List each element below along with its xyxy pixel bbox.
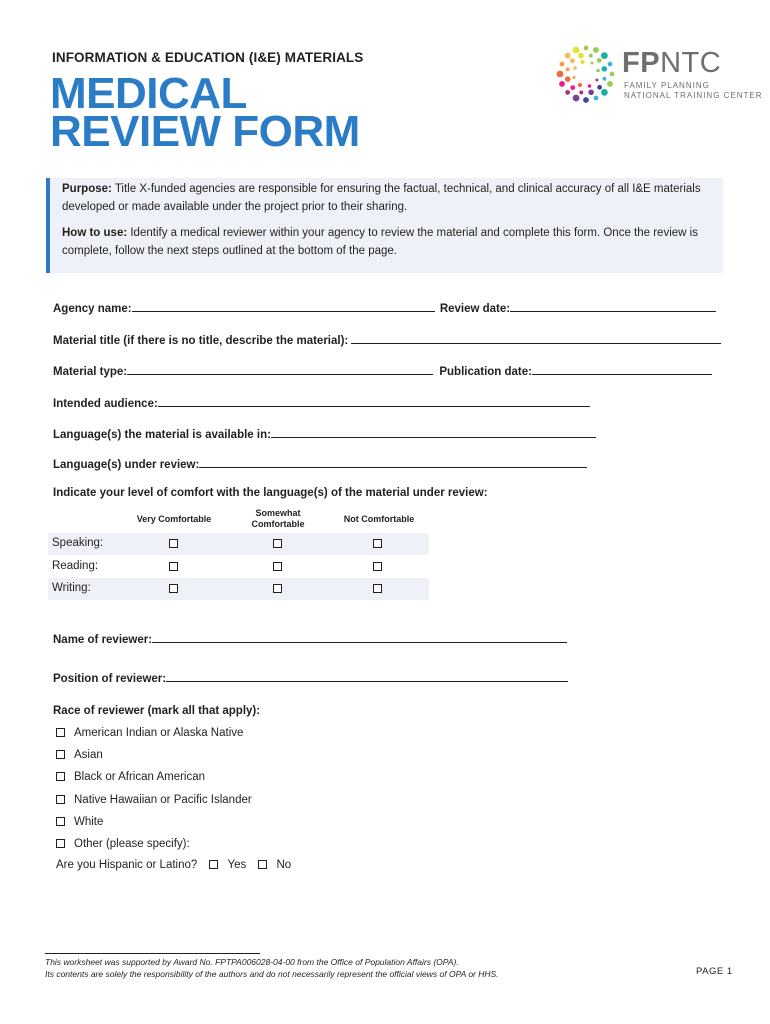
logo-dot (607, 81, 613, 87)
race-heading: Race of reviewer (mark all that apply): (53, 705, 261, 717)
logo-dot (594, 96, 599, 101)
race-checkbox[interactable] (56, 817, 65, 826)
race-option-native-hawaiian[interactable]: Native Hawaiian or Pacific Islander (56, 794, 252, 806)
intended-audience-field[interactable]: Intended audience: (53, 395, 590, 410)
instructions-box (46, 178, 723, 273)
speaking-very-checkbox[interactable] (169, 539, 178, 548)
comfort-question: Indicate your level of comfort with the language(s) of the material under review: (53, 487, 488, 499)
race-option-american-indian[interactable]: American Indian or Alaska Native (56, 727, 243, 739)
logo-dot (597, 85, 602, 90)
comfort-row-reading: Reading: (48, 556, 429, 578)
reviewer-position-field[interactable]: Position of reviewer: (53, 670, 568, 685)
speaking-not-checkbox[interactable] (373, 539, 382, 548)
logo-subtitle-line1: FAMILY PLANNING (624, 81, 710, 90)
logo-dot (610, 72, 615, 77)
material-title-field[interactable]: Material title (if there is no title, describe the material): (53, 332, 721, 347)
reviewer-name-line[interactable] (152, 631, 567, 643)
logo-dot (601, 89, 608, 96)
logo-dot (595, 79, 598, 82)
race-checkbox[interactable] (56, 728, 65, 737)
logo-dot (593, 47, 599, 53)
logo-wordmark: FPNTC (622, 47, 722, 79)
logo-dot (559, 81, 565, 87)
intended-audience-line[interactable] (158, 395, 590, 407)
comfort-row-speaking: Speaking: (48, 533, 429, 555)
race-checkbox[interactable] (56, 795, 65, 804)
logo-dot (602, 77, 606, 81)
logo-dot (578, 83, 582, 87)
logo-dot (589, 54, 593, 58)
how-to-use-paragraph: How to use: Identify a medical reviewer within your agency to review the material and complete this form. Once the review is complete, follow the next steps outlined at the bottom of the page. (62, 227, 698, 257)
logo-dot (583, 97, 589, 103)
logo-dot (588, 89, 594, 95)
writing-not-checkbox[interactable] (373, 584, 382, 593)
race-checkbox[interactable] (56, 750, 65, 759)
logo-dot (588, 84, 592, 88)
purpose-paragraph: Purpose: Title X-funded agencies are responsible for ensuring the factual, technical, and clinical accuracy of all I&E materials developed or made available under the project prior to their sharing. (62, 183, 701, 213)
logo-dot (573, 76, 576, 79)
col-not-comfortable: Not Comfortable (343, 514, 415, 524)
section-eyebrow: INFORMATION & EDUCATION (I&E) MATERIALS (52, 50, 364, 65)
logo-dot (578, 53, 584, 59)
review-date-line[interactable] (510, 300, 716, 312)
footnote-line2: Its contents are solely the responsibility of the authors and do not necessarily represent the official views of OPA or HHS. (45, 969, 499, 979)
writing-very-checkbox[interactable] (169, 584, 178, 593)
reviewer-position-line[interactable] (166, 670, 568, 682)
race-option-black[interactable]: Black or African American (56, 771, 205, 783)
logo-dot (584, 46, 589, 51)
logo-dot (557, 71, 564, 78)
logo-dot (608, 62, 613, 67)
logo-dot (596, 69, 600, 73)
material-type-line[interactable] (127, 363, 433, 375)
logo-dot (570, 85, 575, 90)
form-title-line1: MEDICAL (50, 69, 247, 118)
col-very-comfortable: Very Comfortable (136, 514, 212, 524)
race-option-other[interactable]: Other (please specify): (56, 838, 190, 850)
form-title-line2: REVIEW FORM (50, 107, 360, 156)
page-number: PAGE 1 (696, 966, 733, 977)
col-somewhat-comfortable: Somewhat Comfortable (251, 508, 305, 529)
logo-dot (597, 58, 602, 63)
logo-dot (580, 60, 584, 64)
race-option-asian[interactable]: Asian (56, 749, 103, 761)
hispanic-yes-checkbox[interactable] (209, 860, 218, 869)
logo-dot (601, 52, 608, 59)
logo-dot (573, 66, 577, 70)
logo-dot (570, 58, 575, 63)
logo-dot (566, 67, 570, 71)
logo-dot (579, 90, 583, 94)
reading-somewhat-checkbox[interactable] (273, 562, 282, 571)
comfort-row-writing: Writing: (48, 578, 429, 600)
hispanic-question: Are you Hispanic or Latino? Yes No (56, 859, 292, 871)
footnote-line1: This worksheet was supported by Award No. FPTPA006028-04-00 from the Office of Population Affairs (OPA). (45, 957, 459, 967)
logo-dot (565, 90, 570, 95)
languages-available-line[interactable] (271, 426, 596, 438)
publication-date-line[interactable] (532, 363, 712, 375)
hispanic-no-checkbox[interactable] (258, 860, 267, 869)
logo-dot (601, 66, 607, 72)
material-title-line[interactable] (351, 332, 721, 344)
languages-review-field[interactable]: Language(s) under review: (53, 456, 587, 471)
languages-available-field[interactable]: Language(s) the material is available in: (53, 426, 596, 441)
logo-dot (573, 95, 580, 102)
logo-dot (565, 76, 571, 82)
logo-dot (565, 53, 571, 59)
reviewer-name-field[interactable]: Name of reviewer: (53, 631, 567, 646)
logo-dot (560, 62, 565, 67)
race-checkbox[interactable] (56, 772, 65, 781)
logo-dot (573, 47, 580, 54)
fpntc-logo-mark (556, 44, 616, 104)
reading-very-checkbox[interactable] (169, 562, 178, 571)
race-option-white[interactable]: White (56, 816, 103, 828)
languages-review-line[interactable] (199, 456, 587, 468)
race-checkbox[interactable] (56, 839, 65, 848)
agency-name-line[interactable] (132, 300, 435, 312)
reading-not-checkbox[interactable] (373, 562, 382, 571)
logo-dot (591, 62, 594, 65)
footnote-rule (45, 953, 260, 954)
logo-subtitle-line2: NATIONAL TRAINING CENTER (624, 91, 763, 100)
writing-somewhat-checkbox[interactable] (273, 584, 282, 593)
speaking-somewhat-checkbox[interactable] (273, 539, 282, 548)
material-type-field[interactable]: Material type: Publication date: (53, 363, 712, 378)
agency-name-field[interactable]: Agency name: Review date: (53, 300, 716, 315)
